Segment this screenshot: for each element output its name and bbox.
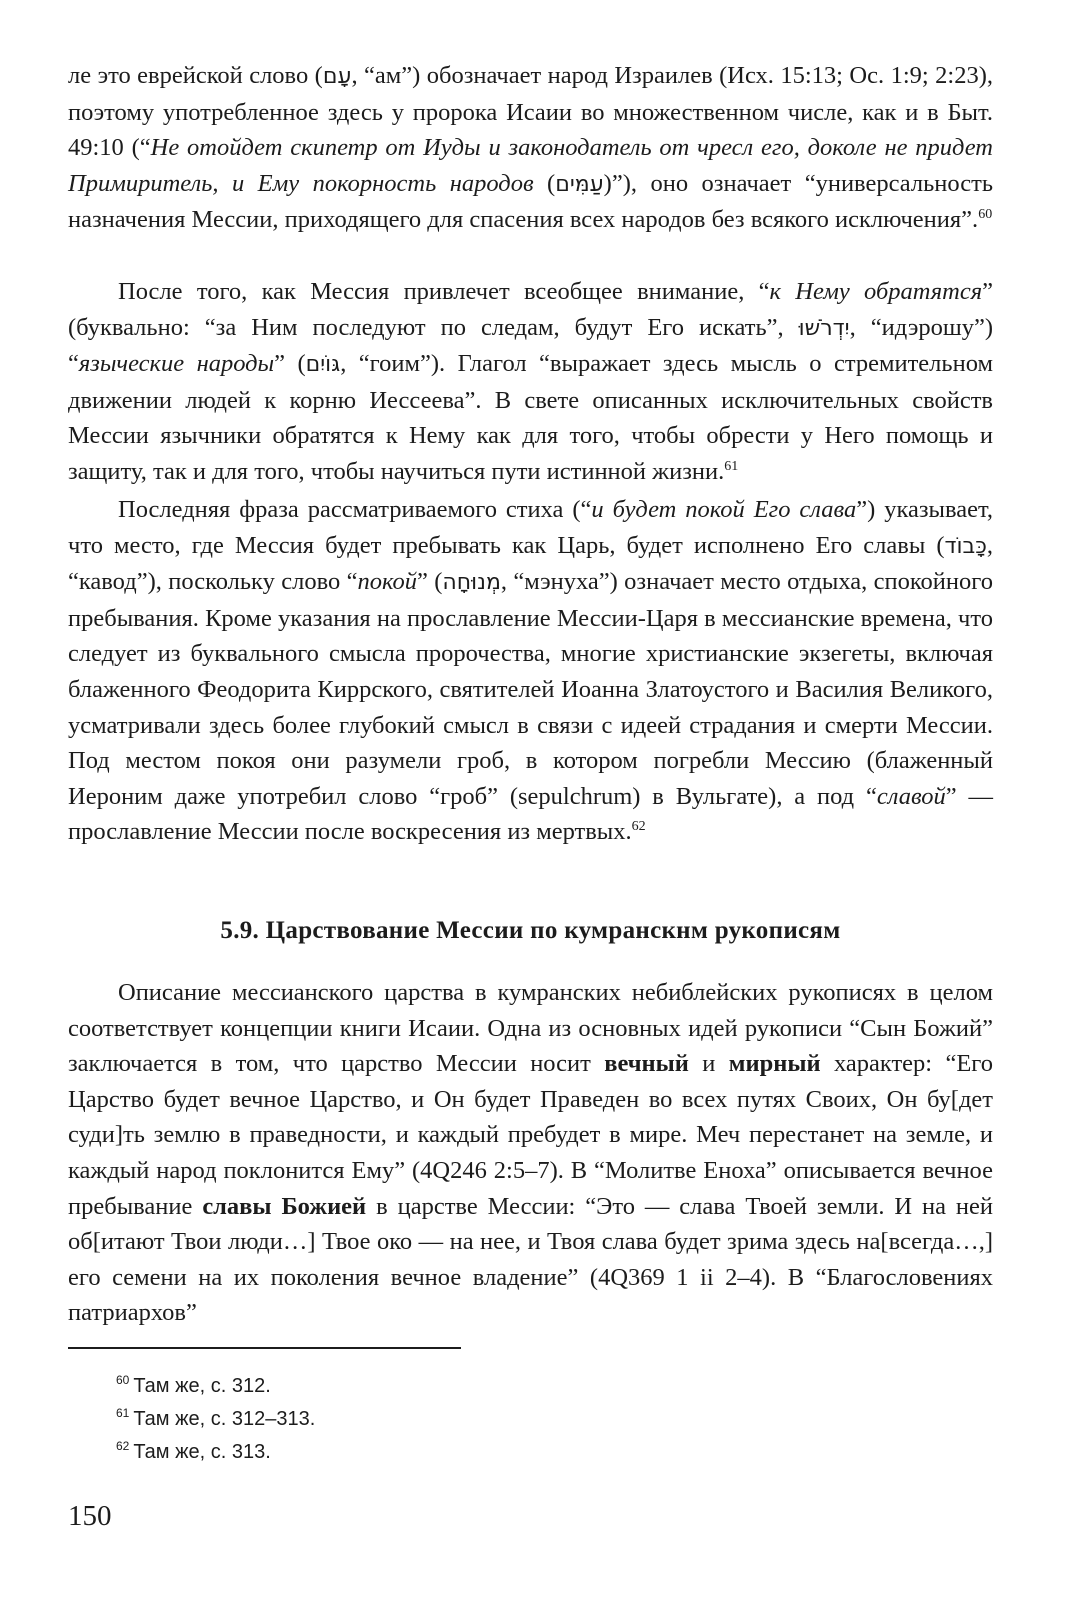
text-run: Последняя фраза рассматриваемого стиха (“: [118, 496, 592, 523]
hebrew-word: גּוֹיִם: [305, 352, 341, 378]
text-run: ” (буквально: “за Ним последуют по следам, будут Его искать”,: [68, 278, 993, 341]
text-run: характер: “Его Царство будет вечное Царство, и Он будет Праведен во всех путях Своих, Он бу[дет суди]ть землю в праведности, и каждый пребудет в мире. Меч перестанет на земле, и каждый народ поклонится Ему” (4Q246 2:5–7). В “Молитве Еноха” описывается вечное пребывание: [68, 1050, 993, 1220]
hebrew-word: יִדְרֹשׁוּ: [798, 315, 850, 341]
footnote-ref: 61: [724, 458, 739, 474]
text-run: После того, как Мессия привлечет всеобщее внимание, “: [118, 278, 770, 305]
text-run: , “мэнуха”) означает место отдыха, спокойного пребывания. Кроме указания на прославление Мессии-Царя в мессианские времена, что следует из буквального смысла пророчества, многие христианские экзегеты, включая блаженного Феодорита Киррского, святителей Иоанна Златоустого и Василия Великого, усматривали здесь более глубокий смысл в связи с идеей страдания и смерти Мессии. Под местом покоя они разумели гроб, в котором погребли Мессию (блаженный Иероним даже употребил слово “гроб” (sepulchrum) в Вульгате), а под “: [68, 568, 993, 810]
text-run: ” — прославление Мессии после воскресения из мертвых.: [68, 782, 994, 846]
footnote-text: Там же, с. 312.: [133, 1375, 271, 1397]
footnote-text: Там же, с. 312–313.: [133, 1408, 316, 1430]
bold-term: мирный: [728, 1050, 821, 1078]
footnote-number: 60: [116, 1373, 130, 1388]
hebrew-word: עָם: [322, 64, 352, 89]
text-run: ле это еврейской слово (: [68, 62, 323, 89]
footnote-60: [116, 1370, 315, 1403]
bold-term: вечный: [604, 1050, 689, 1078]
italic-quote: и будет покой Его слава: [591, 496, 857, 523]
text-run: в царстве Мессии: “Это — слава Твоей земли. И на ней об[итают Твои люди…] Твое око — на нее, и Твоя слава будет зрима здесь на[всегда…,] его семени на их поколения вечное владение” (4Q369 1 ii 2–4). В “Благословениях патриархов”: [68, 1192, 993, 1327]
paragraph-3-text: [68, 492, 993, 850]
footnote-62: [116, 1436, 315, 1469]
text-run: , “гоим”). Глагол “выражает здесь мысль о стремительном движении людей к корню Иессеева”. В свете описанных исключительных свойств Мессии язычники обратятся к Нему как для того, чтобы обрести у Него помощь и защиту, так и для того, чтобы научиться пути истинной жизни.: [68, 350, 993, 485]
text-run: , “кавод”), поскольку слово “: [68, 531, 993, 596]
paragraph-2: [68, 274, 993, 490]
paragraph-2-text: [68, 274, 993, 490]
text-run: , “ам”) обозначает народ Израилев (Исх. 15:13; Ос. 1:9; 2:23), поэтому употребленное здесь у пророка Исаии во множественном числе, как и в Быт. 49:10 (“: [68, 62, 993, 162]
hebrew-word: עַמִּים: [555, 171, 604, 197]
footnote-separator: [68, 1347, 461, 1349]
italic-quote: к Нему обратятся: [769, 278, 983, 305]
footnote-number: 61: [116, 1406, 130, 1421]
footnote-number: 62: [116, 1439, 130, 1454]
footnote-ref: 62: [631, 819, 646, 835]
paragraph-4-text: [68, 975, 993, 1331]
text-run: )”), оно означает “универсальность назначения Мессии, приходящего для спасения всех народов без всякого исключения”.: [68, 169, 993, 234]
text-run: и: [688, 1050, 729, 1078]
footnote-61: [116, 1403, 315, 1436]
footnotes: [116, 1370, 315, 1469]
text-run: ” (: [417, 568, 443, 596]
text-run: Описание мессианского царства в кумранских небиблейских рукописях в целом соответствует концепции книги Исаии. Одна из основных идей рукописи “Сын Божий” заключается в том, что царство Мессии носит: [68, 979, 993, 1078]
paragraph-3: [68, 492, 993, 850]
text-run: , “идэрошу”) “: [68, 313, 993, 378]
hebrew-word: מְנוּחָה: [442, 570, 501, 596]
hebrew-word: כָּבוֹד: [944, 533, 987, 559]
page-number: 150: [68, 1500, 112, 1532]
italic-quote: Не отойдет скипетр от Иуды и законодатель от чресл его, доколе не придет Примиритель, и Ему покорность народов: [68, 134, 993, 197]
italic-quote: покой: [357, 568, 418, 596]
italic-quote: славой: [876, 782, 946, 810]
footnote-ref: 60: [978, 207, 993, 223]
footnote-text: Там же, с. 313.: [133, 1441, 271, 1463]
italic-quote: языческие народы: [78, 350, 275, 378]
paragraph-1: [68, 58, 993, 238]
paragraph-1-text: [68, 58, 993, 238]
section-heading: 5.9. Царствование Мессии по кумранскнм рукописям: [220, 917, 841, 944]
text-run: ”) указывает, что место, где Мессия будет пребывать как Царь, будет исполнено Его славы (: [68, 496, 993, 559]
text-run: ” (: [274, 350, 306, 378]
text-run: (: [533, 169, 556, 197]
paragraph-4: [68, 975, 993, 1331]
bold-term: славы Божией: [202, 1192, 367, 1220]
